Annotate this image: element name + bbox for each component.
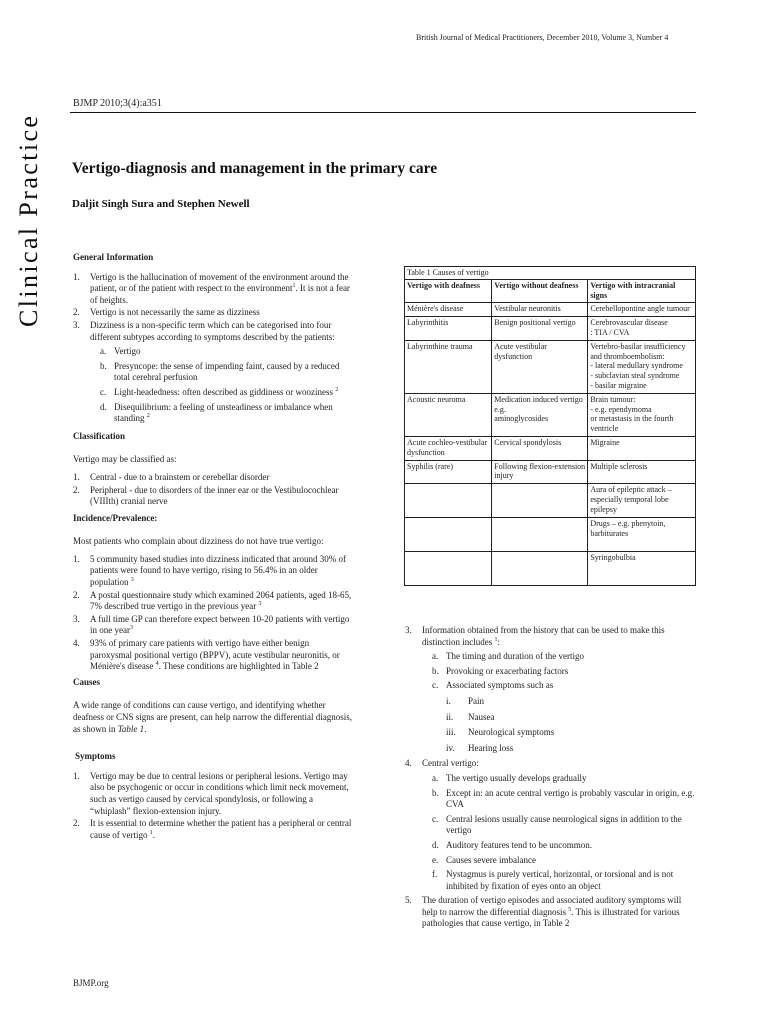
item-number: 1.	[73, 770, 80, 781]
sub-letter: b.	[432, 787, 439, 798]
table-cell: Labyrinthitis	[405, 317, 492, 341]
sub-letter: a.	[432, 772, 439, 783]
sub-item	[422, 814, 695, 837]
sub-item	[422, 773, 695, 785]
table-cell: Aura of epileptic attack – especially temporal lobe epilepsy	[588, 484, 696, 518]
causes-paragraph	[73, 700, 353, 735]
table-caption-row	[405, 267, 696, 280]
sub-letter: b.	[432, 665, 439, 676]
sub-text: Provoking or exacerbating factors	[446, 665, 569, 676]
table-row	[405, 393, 696, 436]
roman-numeral: iv.	[446, 742, 455, 753]
item-text: The duration of vertigo episodes and associated auditory symptoms will help to narrow the differential diagnosis	[422, 895, 682, 917]
list-item	[73, 307, 353, 319]
sub-item	[90, 361, 353, 384]
table-row	[405, 484, 696, 518]
data-table	[404, 266, 696, 586]
column-header: Vertigo without deafness	[492, 279, 588, 303]
sub-letter: d.	[432, 839, 439, 850]
sub-letter: d.	[100, 401, 107, 412]
column-header: Vertigo with deafness	[405, 279, 492, 303]
citation-ref: 1	[494, 636, 498, 643]
sub-sub-item	[422, 727, 695, 739]
item-text: Peripheral - due to disorders of the inner ear or the Vestibulocochlear (VIIIth) cranial nerve	[90, 484, 339, 507]
sub-sub-item	[422, 743, 695, 755]
item-text: Information obtained from the history that can be used to make this distinction includes	[422, 625, 665, 647]
header-rule	[70, 112, 696, 113]
running-head: British Journal of Medical Practitioners, December 2010, Volume 3, Number 4	[416, 33, 669, 42]
sub-text: Central lesions usually cause neurological signs in addition to the vertigo	[446, 813, 682, 836]
table-cell: Syphilis (rare)	[405, 460, 492, 484]
item-number: 1.	[73, 471, 80, 482]
table-row	[405, 303, 696, 317]
left-column	[73, 252, 353, 842]
item-number: 3.	[73, 319, 80, 330]
section-heading-symptoms: Symptoms	[75, 751, 116, 762]
causes-text: A wide range of conditions can cause vertigo, and identifying whether deafness or CNS signs are present, can help narrow the differential diagnosis, as shown in	[73, 700, 353, 734]
article-citation: BJMP 2010;3(4):a351	[73, 98, 162, 109]
citation-ref: 3	[258, 601, 262, 608]
table-cell: Acute vestibular dysfunction	[492, 340, 588, 393]
sub-item	[422, 651, 695, 663]
citation-ref: 3	[129, 625, 133, 632]
sub-item	[422, 666, 695, 678]
table-cell: Multiple sclerosis	[588, 460, 696, 484]
section-heading-general: General Information	[73, 252, 154, 262]
table-cell: Cervical spondylosis	[492, 436, 588, 460]
table-cell	[405, 552, 492, 586]
item-text: Vertigo may be due to central lesions or peripheral lesions. Vertigo may also be psychogenic or occur in conditions which limit neck movement, such as vertigo caused by cervical spondylosis, or following a “whiplash” flexion-extension injury.	[90, 770, 349, 816]
sub-text: The timing and duration of the vertigo	[446, 651, 584, 662]
right-column	[405, 625, 695, 931]
table-cell	[492, 552, 588, 586]
item-number: 3.	[405, 625, 412, 635]
sub-text: Light-headedness: often described as giddiness or wooziness	[114, 386, 333, 397]
table-cell: Brain tumour: - e.g. ependymoma or metastasis in the fourth ventricle	[588, 393, 696, 436]
sub-text: Except in: an acute central vertigo is probably vascular in origin, e.g. CVA	[446, 787, 695, 810]
sub-sub-text: Pain	[468, 695, 485, 706]
list-item	[73, 554, 353, 589]
item-text: A full time GP can therefore expect between 10-20 patients with vertigo in one year	[90, 613, 350, 636]
list-item	[405, 758, 695, 892]
list-item	[73, 638, 353, 673]
item-number: 2.	[73, 307, 80, 318]
citation-ref: 1	[149, 829, 153, 836]
item-text-after: .	[152, 829, 155, 840]
sub-letter: a.	[432, 651, 439, 662]
item-text-after: . These conditions are highlighted in Table 2	[158, 661, 319, 672]
sub-item	[90, 387, 353, 399]
list-item	[73, 818, 353, 841]
table-cell: Vestibular neuronitis	[492, 303, 588, 317]
item-text: Central vertigo:	[422, 758, 479, 769]
table-cell	[405, 484, 492, 518]
table-cell: Medication induced vertigo e.g. aminoglycosides	[492, 393, 588, 436]
table-cell	[405, 518, 492, 552]
table-cell: Syringobulbia	[588, 552, 696, 586]
sub-letter: b.	[100, 360, 107, 371]
sub-item	[422, 680, 695, 692]
item-text: Vertigo is the hallucination of movement of the environment around the patient, or of the patient with respect to the environment	[90, 271, 349, 294]
table-row	[405, 518, 696, 552]
table-cell: Drugs – e.g. phenytoin, barbiturates	[588, 518, 696, 552]
citation-ref: 5	[568, 906, 572, 913]
item-number: 3.	[73, 613, 80, 624]
sub-text: The vertigo usually develops gradually	[446, 772, 587, 783]
sub-sub-item	[422, 712, 695, 724]
list-item	[73, 614, 353, 637]
list-item	[73, 771, 353, 817]
article-authors: Daljit Singh Sura and Stephen Newell	[72, 198, 250, 210]
column-header: Vertigo with intracranial signs	[588, 279, 696, 303]
roman-numeral: ii.	[446, 711, 454, 722]
sub-sub-text: Nausea	[468, 711, 495, 722]
section-heading-incidence: Incidence/Prevalence:	[73, 512, 158, 523]
list-item	[405, 625, 695, 754]
sub-item	[422, 855, 695, 867]
table-cell: Acute cochleo-vestibular dysfunction	[405, 436, 492, 460]
sub-item	[90, 346, 353, 358]
sub-sub-text: Hearing loss	[468, 742, 514, 753]
sub-letter: e.	[432, 854, 439, 865]
table-reference: Table 1	[117, 723, 145, 734]
table-row	[405, 552, 696, 586]
table-row	[405, 317, 696, 341]
item-number: 5.	[405, 895, 412, 906]
sub-text: Presyncope: the sense of impending faint, caused by a reduced total cerebral perfusion	[114, 360, 340, 383]
item-number: 4.	[73, 638, 80, 649]
sub-text: Auditory features tend to be uncommon.	[446, 839, 592, 850]
sub-text: Vertigo	[114, 346, 141, 357]
item-text-after: . This is illustrated for various pathologies that cause vertigo, in Table 2	[422, 906, 680, 929]
item-text: Central - due to a brainstem or cerebellar disorder	[90, 471, 270, 482]
table-cell: Migraine	[588, 436, 696, 460]
sub-letter: c.	[432, 680, 439, 691]
list-item	[73, 590, 353, 613]
table-caption: Table 1 Causes of vertigo	[405, 267, 696, 280]
incidence-intro: Most patients who complain about dizziness do not have true vertigo:	[73, 536, 324, 547]
table-cell	[492, 484, 588, 518]
item-number: 2.	[73, 589, 80, 600]
sub-item	[422, 788, 695, 811]
sub-letter: c.	[100, 386, 107, 397]
table-cell: Labyrinthine trauma	[405, 340, 492, 393]
table-cell: Cerebrovascular disease : TIA / CVA	[588, 317, 696, 341]
item-number: 2.	[73, 818, 80, 829]
table-cell: Cerebellopontine angle tumour	[588, 303, 696, 317]
section-heading-classification: Classification	[73, 430, 126, 441]
sub-text: Disequilibrium: a feeling of unsteadiness or imbalance when standing	[114, 401, 333, 424]
sub-letter: a.	[100, 346, 107, 357]
item-text: It is essential to determine whether the patient has a peripheral or central cause of vertigo	[90, 818, 352, 840]
causes-text-after: .	[144, 723, 147, 734]
table-cell	[492, 518, 588, 552]
item-number: 2.	[73, 484, 80, 495]
roman-numeral: i.	[446, 695, 451, 706]
sub-sub-item	[422, 696, 695, 708]
citation-ref: 3	[130, 577, 134, 584]
item-text: 5 community based studies into dizziness indicated that around 30% of patients were found to have vertigo, rising to 56.4% in an older population	[90, 553, 346, 588]
item-text: 93% of primary care patients with vertigo have either benign paroxysmal positional vertigo (BPPV), acute vestibular neuronitis, or Ménière's disease	[90, 638, 340, 672]
general-info-list	[73, 272, 353, 425]
item-number: 4.	[405, 758, 412, 769]
table-body	[405, 303, 696, 586]
item-number: 1.	[73, 553, 80, 564]
sub-item	[422, 840, 695, 852]
table-cell: Benign positional vertigo	[492, 317, 588, 341]
list-item	[73, 272, 353, 307]
list-item	[405, 895, 695, 930]
table-cell: Following flexion-extension injury	[492, 460, 588, 484]
list-item	[73, 472, 353, 484]
sub-text: Causes severe imbalance	[446, 854, 536, 865]
roman-numeral: iii.	[446, 727, 456, 738]
table-causes-of-vertigo	[404, 266, 696, 586]
list-item	[73, 485, 353, 508]
sub-text: Nystagmus is purely vertical, horizontal, or torsional and is not inhibited by fixation of eyes onto an object	[446, 869, 674, 891]
incidence-list	[73, 554, 353, 673]
item-text-after: . It is not a fear of heights.	[90, 283, 350, 305]
item-text: Vertigo is not necessarily the same as dizziness	[90, 307, 260, 318]
article-title: Vertigo-diagnosis and management in the primary care	[72, 160, 438, 177]
symptoms-list	[73, 771, 353, 842]
page-footer: BJMP.org	[73, 978, 109, 988]
sub-text: Associated symptoms such as	[446, 680, 554, 691]
distinction-list	[405, 625, 695, 930]
sub-sub-text: Neurological symptoms	[468, 727, 555, 738]
section-heading-causes: Causes	[73, 676, 101, 687]
classification-list	[73, 472, 353, 508]
table-row	[405, 340, 696, 393]
item-text-after: :	[497, 636, 501, 647]
table-header-row	[405, 279, 696, 303]
sub-letter: f.	[432, 869, 438, 880]
table-cell: Ménière's disease	[405, 303, 492, 317]
citation-ref: 4	[155, 661, 159, 668]
table-row	[405, 436, 696, 460]
item-number: 1.	[73, 271, 80, 282]
citation-ref: 2	[335, 386, 339, 393]
list-item	[73, 320, 353, 425]
table-cell: Acoustic neuroma	[405, 393, 492, 436]
item-text: Dizziness is a non-specific term which can be categorised into four different subtypes according to symptoms described by the patients:	[90, 319, 335, 342]
sub-item	[422, 869, 695, 892]
section-banner: Clinical Practice	[14, 113, 43, 327]
sub-item	[90, 402, 353, 425]
item-text: A postal questionnaire study which examined 2064 patients, aged 18-65, 7% described true vertigo in the previous year	[90, 589, 352, 612]
sub-letter: c.	[432, 813, 439, 824]
classification-intro: Vertigo may be classified as:	[73, 454, 177, 465]
table-cell: Vertebro-basilar insufficiency and thromboembolism: - lateral medullary syndrome - subclavian steal syndrome - basilar migraine	[588, 340, 696, 393]
citation-ref: 1	[292, 283, 296, 290]
table-row	[405, 460, 696, 484]
citation-ref: 2	[146, 413, 150, 420]
